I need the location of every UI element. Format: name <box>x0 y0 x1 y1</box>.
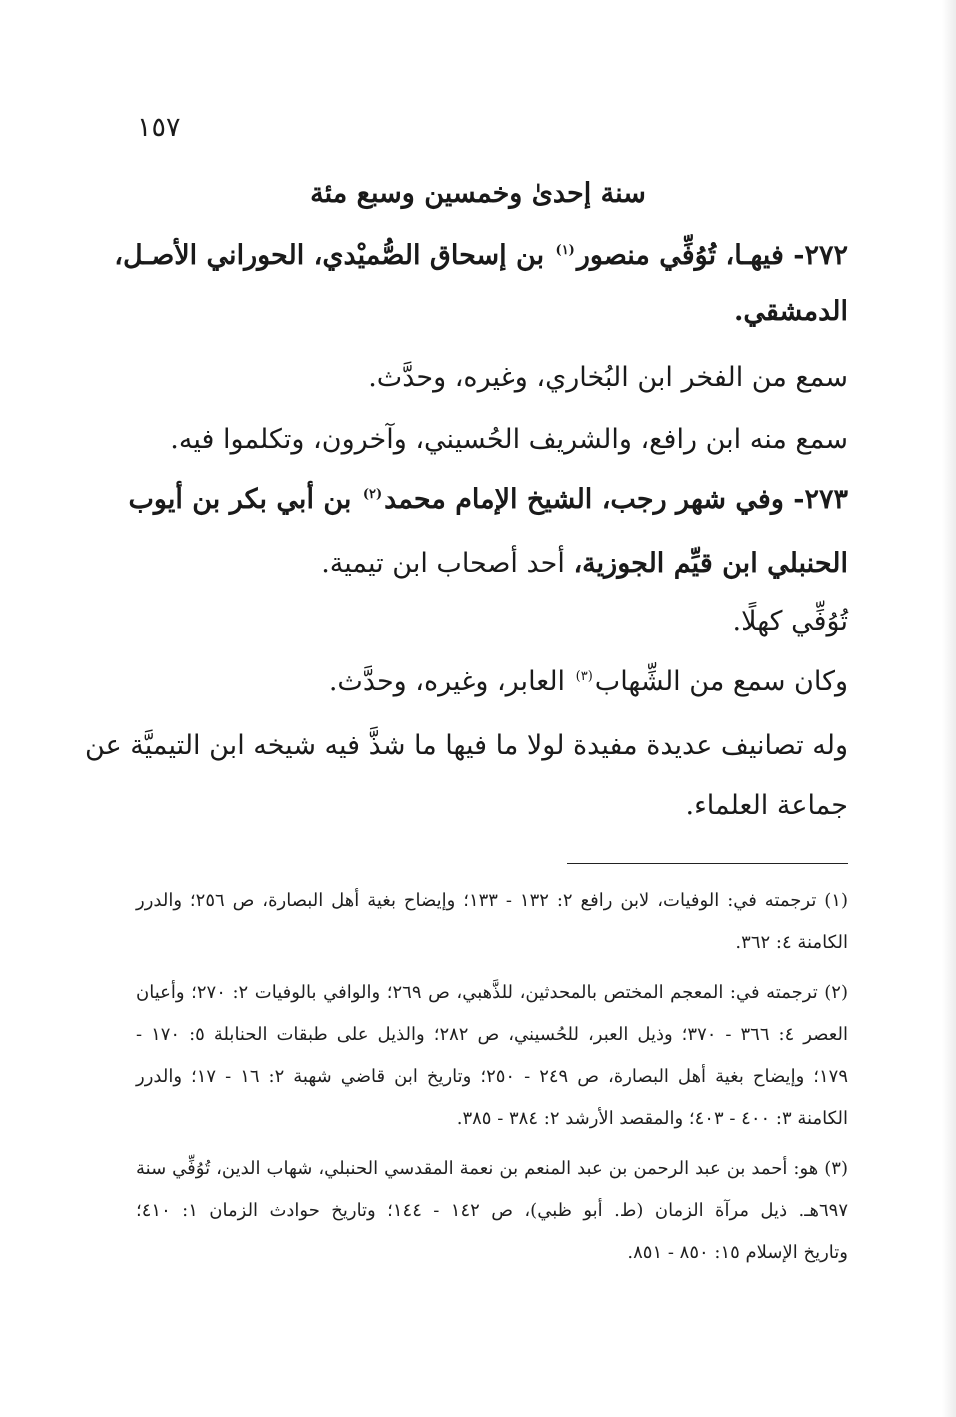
footnote-separator <box>567 863 848 864</box>
footnote-3-line-2: ٦٩٧هـ. ذيل مرآة الزمان (ط. أبو ظبي)، ص ١٤٢ - ١٤٤؛ وتاريخ حوادث الزمان ١: ٤١٠؛ <box>136 1200 848 1221</box>
footnote-2-line-2: العصر ٤: ٣٦٦ - ٣٧٠؛ وذيل العبر، للحُسيني، ص ٢٨٢؛ والذيل على طبقات الحنابلة ٥: ١٧٠ - <box>136 1024 848 1045</box>
entry-272-line-2: الدمشقي. <box>733 296 848 327</box>
entry-272-text: ٢٧٢- فيهـا، تُوُفِّي منصور <box>576 240 848 271</box>
entry-273-description: أحد أصحاب ابن تيمية. <box>321 548 574 579</box>
entry-273-text: ٢٧٣- وفي شهر رجب، الشيخ الإمام محمد <box>384 484 848 515</box>
footnote-ref-3: (٣) <box>575 669 593 684</box>
page-number: ١٥٧ <box>137 112 181 143</box>
entry-273-paragraph-4: جماعة العلماء. <box>685 790 848 821</box>
entry-272-text-rest: بن إسحاق الصُّميْدي، الحوراني الأصـل، <box>114 240 554 271</box>
paragraph-text: وكان سمع من الشِّهاب <box>594 666 848 697</box>
footnote-1-line-1: (١) ترجمته في: الوفيات، لابن رافع ٢: ١٣٢ - ١٣٣؛ وإيضاح بغية أهل البصارة، ص ٢٥٦؛ والدرر <box>136 890 848 911</box>
entry-273-line-1 <box>128 484 848 515</box>
footnote-ref-1: (١) <box>555 243 575 258</box>
footnote-1-line-2: الكامنة ٤: ٣٦٢. <box>735 932 848 953</box>
entry-273-paragraph-2 <box>136 666 848 697</box>
entry-273-line-2 <box>136 548 848 579</box>
footnote-3-line-3: وتاريخ الإسلام ١٥: ٨٥٠ - ٨٥١. <box>627 1242 848 1263</box>
footnote-3-line-1: (٣) هو: أحمد بن عبد الرحمن بن عبد المنعم بن نعمة المقدسي الحنبلي، شهاب الدين، تُوُفِّي سنة <box>136 1158 848 1179</box>
entry-273-text-rest: بن أبي بكر بن أيوب <box>128 484 361 515</box>
entry-272-paragraph-2: سمع منه ابن رافع، والشريف الحُسيني، وآخرون، وتكلموا فيه. <box>170 424 848 455</box>
footnote-ref-2: (٢) <box>362 487 383 502</box>
entry-273-paragraph-3: وله تصانيف عديدة مفيدة لولا ما فيها ما شذَّ فيه شيخه ابن التيميَّة عن <box>85 730 848 761</box>
footnote-2-line-1: (٢) ترجمته في: المعجم المختص بالمحدثين، للذَّهبي، ص ٢٦٩؛ والوافي بالوفيات ٢: ٢٧٠؛ وأعيان <box>136 982 848 1003</box>
footnote-2-line-3: ١٧٩؛ وإيضاح بغية أهل البصارة، ص ٢٤٩ - ٢٥٠؛ وتاريخ ابن قاضي شهبة ٢: ١٦ - ١٧؛ والدرر <box>136 1066 849 1087</box>
entry-272-paragraph-1: سمع من الفخر ابن البُخاري، وغيره، وحدَّث. <box>368 362 848 393</box>
entry-273-paragraph-1: تُوُفِّي كهلًا. <box>732 606 848 637</box>
entry-273-name: الحنبلي ابن قيِّم الجوزية، <box>573 548 848 579</box>
page-edge <box>942 0 956 1417</box>
footnote-2-line-4: الكامنة ٣: ٤٠٠ - ٤٠٣؛ والمقصد الأرشد ٢: ٣٨٤ - ٣٨٥. <box>456 1108 848 1129</box>
section-title: سنة إحدىٰ وخمسين وسبع مئة <box>310 178 646 209</box>
paragraph-text-rest: العابر، وغيره، وحدَّث. <box>328 666 574 697</box>
entry-272-line-1 <box>114 240 848 271</box>
